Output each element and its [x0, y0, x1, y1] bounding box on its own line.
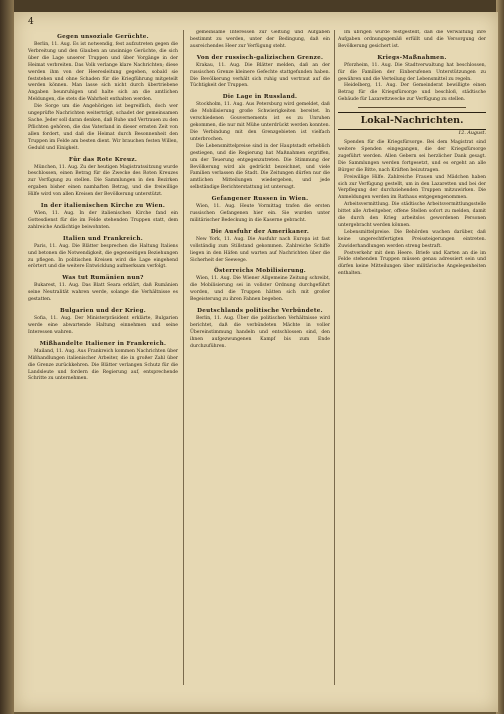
article-paragraph: Wien, 11. Aug. Die Wiener Allgemeine Zeitung schreibt, die Mobilisierung sei in vollster Ordnung durchgeführt worden, und die Truppen hätten sich mit großer Begeisterung zu ihren Fahnen begeben. [190, 276, 330, 303]
article-paragraph: Wien, 11. Aug. Heute Vormittag trafen die ersten russischen Gefangenen hier ein. Sie wurden unter militärischer Bedeckung in die Kaserne gebracht. [190, 204, 330, 223]
article-paragraph: München, 11. Aug. Zu der heutigen Magistratssitzung wurde beschlossen, einen Betrag für die Zwecke des Roten Kreuzes zur Verfügung zu stellen. Die Sammlungen in den Bezirken ergaben bisher einen namhaften Betrag, und die freiwillige Hilfe wird von allen Kreisen der Bevölkerung unterstützt. [28, 164, 178, 198]
article-headline: Gefangener Russen in Wien. [211, 196, 309, 203]
section-date: 12. August. [458, 131, 486, 137]
article-headline: In der italienischen Kirche zu Wien. [40, 203, 166, 210]
article-headline: Italien und Frankreich. [63, 235, 143, 242]
article-paragraph: Bukarest, 11. Aug. Das Blatt Seara erklärt, daß Rumänien seine Neutralität wahren werde, solange die Verhältnisse es gestatten. [28, 283, 178, 303]
article-paragraph: Berlin, 11. Aug. Über die politischen Verhältnisse wird berichtet, daß die verbündeten Mächte in voller Übereinstimmung handeln und entschlossen sind, den ihnen aufgezwungenen Kampf bis zum Ende durchzuführen. [190, 316, 330, 349]
article-paragraph: Krakau, 11. Aug. Die Blätter melden, daß an der russischen Grenze kleinere Gefechte stattgefunden haben. Die Bevölkerung verhält sich ruhig und vertraut auf die Tüchtigkeit der Truppen. [190, 62, 330, 89]
article-paragraph: Die Sorge um die Angehörigen ist begreiflich, doch wer ungeprüfte Nachrichten weiterträgt, schadet der gemeinsamen Sache. Jeder soll daran denken, daß Ruhe und Vertrauen zu den Pflichten gehören, die das Vaterland in dieser ernsten Zeit von allen fordert, und daß die Heimat durch Besonnenheit den Truppen im Felde am besten dient. Wir brauchen festen Willen, Geduld und Einigkeit. [28, 104, 178, 151]
article-paragraph: Berlin, 11. Aug. Es ist notwendig, fest aufzutreten gegen die Verbreitung und den Glauben an unsinnige Gerüchte, die sich über die Lage unserer Truppen und über Vorgänge in der Heimat verbreiten. Das Volk verlange klare Nachrichten; diese werden ihm von der Heeresleitung gegeben, sobald sie feststehen und ohne Schaden für die Kriegführung mitgeteilt werden können. Man lasse sich nicht durch übertriebene Angaben beunruhigen und halte sich an die amtlichen Meldungen, die stets die Wahrheit enthalten werden. [28, 42, 178, 103]
article-headline: Was tut Rumänien nun? [62, 275, 144, 282]
article-paragraph: Spenden für die Kriegsfürsorge. Bei dem Magistrat sind weitere Spenden eingegangen, die der Kriegsfürsorge zugeführt werden. Allen Gebern sei herzlicher Dank gesagt. Die Sammlungen werden fortgesetzt, und es ergeht an alle Bürger die Bitte, nach Kräften beizutragen. [338, 140, 486, 173]
article-paragraph: Die Lebensmittelpreise sind in der Hauptstadt erheblich gestiegen, und die Regierung hat Maßnahmen ergriffen, um der Teuerung entgegenzutreten. Die Stimmung der Bevölkerung wird als gedrückt bezeichnet, und viele Familien verlassen die Stadt. Die Zeitungen dürfen nur die amtlichen Mitteilungen wiedergeben, und jede selbständige Berichterstattung ist untersagt. [190, 143, 330, 191]
article-headline: Die Lage in Russland. [222, 94, 298, 101]
article-paragraph: Pforzheim, 11. Aug. Die Stadtverwaltung hat beschlossen, für die Familien der Einberufenen Unterstützungen zu gewähren und die Verteilung der Lebensmittel zu regeln. [338, 62, 486, 82]
divider [358, 107, 466, 108]
article-paragraph: gemeinsame Interessen zur Geltung und Aufgaben bestimmt zu werden, unter der Bedingung, daß ein ausreichendes Heer zur Verfügung steht. [190, 30, 330, 49]
article-paragraph: Stockholm, 11. Aug. Aus Petersburg wird gemeldet, daß die Mobilisierung große Schwierigkeiten bereitet. In verschiedenen Gouvernements ist es zu Unruhen gekommen, die nur mit Mühe unterdrückt werden konnten. Die Verbindung mit den Grenzgebieten ist vielfach unterbrochen. [190, 102, 330, 142]
column-rule [183, 30, 184, 685]
article-headline: Mißhandelte Italiener in Frankreich. [39, 340, 167, 347]
article-paragraph: Sofia, 11. Aug. Der Ministerpräsident erklärte, Bulgarien werde eine abwartende Haltung einnehmen und seine Interessen wahren. [28, 316, 178, 335]
binding-gutter [0, 0, 14, 714]
article-paragraph: Im übrigen wurde festgestellt, daß die Verwaltung ihre Aufgaben ordnungsgemäß erfüllt und die Versorgung der Bevölkerung gesichert ist. [338, 30, 486, 49]
page-number: 4 [28, 17, 34, 27]
article-headline: Gegen unsoziale Gerüchte. [57, 34, 149, 40]
column-1 [28, 30, 178, 690]
article-headline: Die Ausfuhr der Amerikaner. [210, 228, 310, 235]
article-headline: Von der russisch-galizischen Grenze. [196, 54, 324, 61]
article-paragraph: Paris, 11. Aug. Die Blätter besprechen die Haltung Italiens und betonen die Notwendigkeit, die gegenseitigen Beziehungen zu pflegen. In politischen Kreisen wird die Lage eingehend erörtert und die weitere Entwicklung aufmerksam verfolgt. [28, 243, 178, 270]
section-title: Lokal-Nachrichten. [338, 112, 486, 130]
article-paragraph: Wien, 11. Aug. In der italienischen Kirche fand ein Gottesdienst für die im Felde stehenden Truppen statt, dem zahlreiche Andächtige beiwohnten. [28, 211, 178, 230]
column-3 [338, 30, 486, 690]
column-2 [190, 30, 330, 690]
article-paragraph: Freiwillige Hilfe. Zahlreiche Frauen und Mädchen haben sich zur Verfügung gestellt, um in den Lazaretten und bei der Verpflegung der durchziehenden Truppen mitzuwirken. Die Anmeldungen werden im Rathaus entgegengenommen. [338, 174, 486, 201]
article-paragraph: Heidelberg, 11. Aug. Der Gemeinderat bewilligte einen Betrag für die Kriegsfürsorge und beschloß, städtische Gebäude für Lazarettzwecke zur Verfügung zu stellen. [338, 83, 486, 103]
article-paragraph: Mailand, 11. Aug. Aus Frankreich kommen Nachrichten über Mißhandlungen italienischer Arbeiter, die in großer Zahl über die Grenze zurückkehren. Die Blätter verlangen Schutz für die Landsleute und fordern die Regierung auf, entsprechende Schritte zu unternehmen. [28, 348, 178, 382]
article-headline: Deutschlands politische Verbündete. [197, 308, 323, 315]
column-rule [334, 30, 335, 685]
article-headline: Für das Rote Kreuz. [68, 156, 138, 163]
article-headline: Österreichs Mobilisierung. [213, 268, 307, 275]
scan-top-edge [14, 0, 504, 12]
article-paragraph: New York, 11. Aug. Die Ausfuhr nach Europa ist fast vollständig zum Stillstand gekommen. Zahlreiche Schiffe liegen in den Häfen und warten auf Nachrichten über die Sicherheit der Seewege. [190, 236, 330, 263]
article-paragraph: Lebensmittelpreise. Die Behörden wachen darüber, daß keine ungerechtfertigten Preissteigerungen eintreten. Zuwiderhandlungen werden streng bestraft. [338, 229, 486, 249]
article-headline: Kriegs-Maßnahmen. [377, 54, 447, 61]
article-paragraph: Arbeitsvermittlung. Die städtische Arbeitsvermittlungsstelle bittet alle Arbeitgeber, offene Stellen sofort zu melden, damit die durch den Krieg arbeitslos gewordenen Personen untergebracht werden können. [338, 202, 486, 228]
article-paragraph: Postverkehr mit dem Heere. Briefe und Karten an die im Felde stehenden Truppen müssen genau adressiert sein und dürfen keine Mitteilungen über militärische Angelegenheiten enthalten. [338, 250, 486, 277]
article-headline: Bulgarien und der Krieg. [59, 308, 146, 315]
